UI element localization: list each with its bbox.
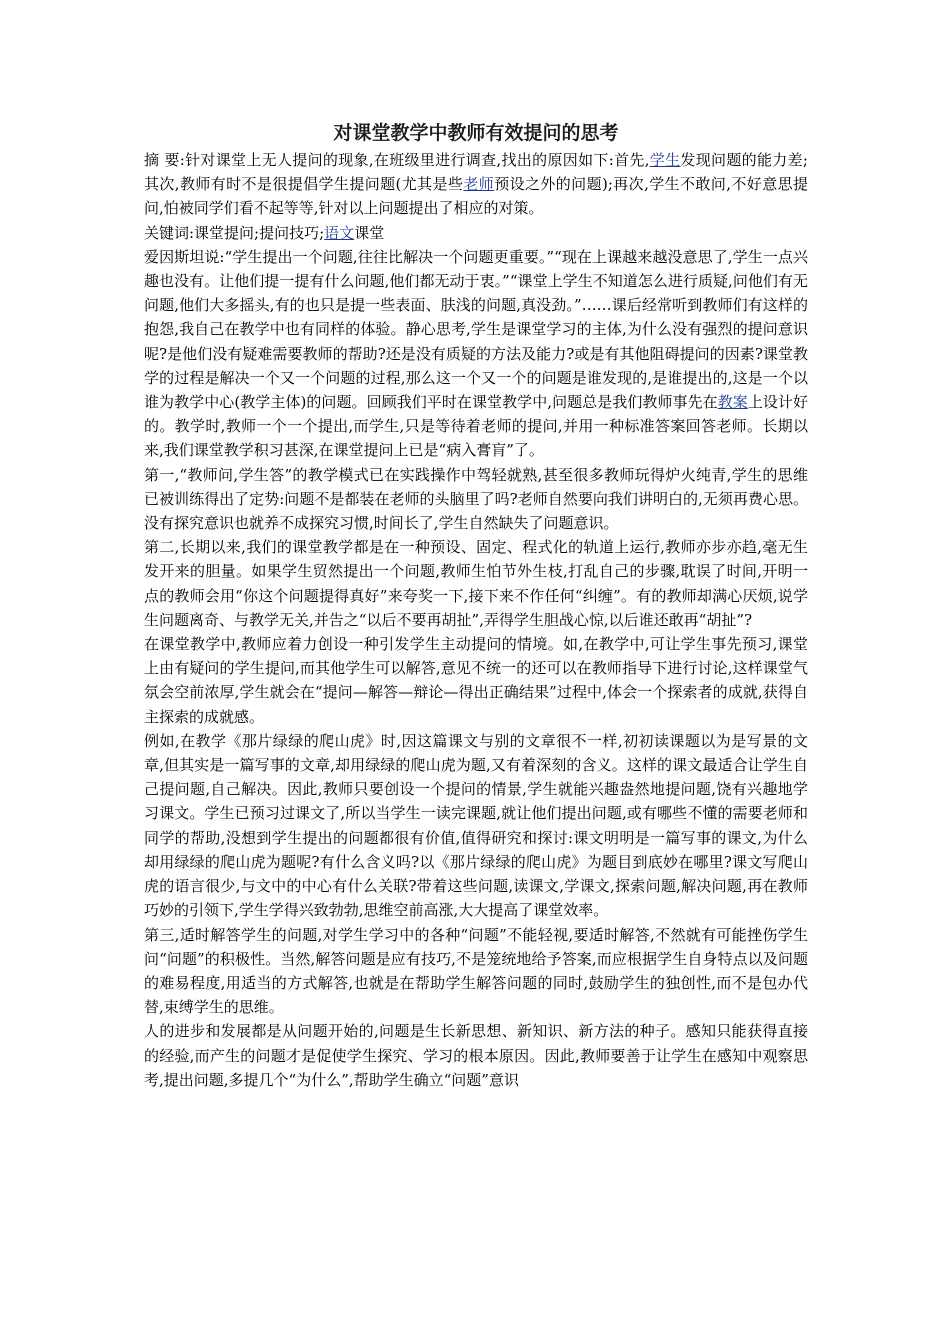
body-paragraph-4: 例如,在教学《那片绿绿的爬山虎》时,因这篇课文与别的文章很不一样,初初读课题以为是写景的文章,但其实是一篇写事的文章,却用绿绿的爬山虎为题,又有着深刻的含义。这样的课文最适合让学生自己提问题,自己解决。因此,教师只要创设一个提问的情景,学生就能兴趣盎然地提问题,饶有兴趣地学习课文。学生已预习过课文了,所以当学生一读完课题,就让他们提出问题,或有哪些不懂的需要老师和同学的帮助,没想到学生提出的问题都很有价值,值得研究和探讨:课文明明是一篇写事的课文,为什么却用绿绿的爬山虎为题呢?有什么含义吗?以《那片绿绿的爬山虎》为题目到底妙在哪里?课文写爬山虎的语言很少,与文中的中心有什么关联?带着这些问题,读课文,学课文,探索问题,解决问题,再在教师巧妙的引领下,学生学得兴致勃勃,思维空前高涨,大大提高了课堂效率。 <box>144 731 808 920</box>
body-paragraph-1: 第一,“教师问,学生答”的教学模式已在实践操作中驾轻就熟,甚至很多教师玩得炉火纯青,学生的思维已被训练得出了定势:问题不是都装在老师的头脑里了吗?老师自然要向我们讲明白的,无须再费心思。没有探究意识也就养不成探究习惯,时间长了,学生自然缺失了问题意识。 <box>144 465 808 533</box>
body-paragraph-2: 第二,长期以来,我们的课堂教学都是在一种预设、固定、程式化的轨道上运行,教师亦步亦趋,毫无生发开来的胆量。如果学生贸然提出一个问题,教师生怕节外生枝,打乱自己的步骤,耽误了时间,开明一点的教师会用“你这个问题提得真好”来夸奖一下,接下来不作任何“纠缠”。有的教师却满心厌烦,说学生问题离奇、与教学无关,并告之“以后不要再胡扯”,弄得学生胆战心惊,以后谁还敢再“胡扯”? <box>144 538 808 629</box>
abstract-text-1: 摘 要:针对课堂上无人提问的现象,在班级里进行调查,找出的原因如下:首先, <box>144 151 650 169</box>
abstract-text-2: 发现问题的能力差;其次,教师有时不是很提倡学生提问题(尤其是些 <box>144 151 808 194</box>
document-page <box>144 118 808 1092</box>
intro-text-1: 爱因斯坦说:“学生提出一个问题,往往比解决一个问题更重要。”“现在上课越来越没意思了,学生一点兴趣也没有。让他们提一提有什么问题,他们都无动于衷。”“课堂上学生不知道怎么进行质疑,问他们有无问题,他们大多摇头,有的也只是提一些表面、肤浅的问题,真没劲。”……课后经常听到教师们有这样的抱怨,我自己在教学中也有同样的体验。静心思考,学生是课堂学习的主体,为什么没有强烈的提问意识呢?是他们没有疑难需要教师的帮助?还是没有质疑的方法及能力?或是有其他阻碍提问的因素?课堂教学的过程是解决一个又一个问题的过程,那么这一个又一个的问题是谁发现的,是谁提出的,这是一个以谁为教学中心(教学主体)的问题。回顾我们平时在课堂教学中,问题总是我们教师事先在 <box>144 247 808 412</box>
keywords-text-2: 课堂 <box>354 223 385 242</box>
keywords-text-1: 关键词:课堂提问;提问技巧; <box>144 223 325 242</box>
abstract-text-3: 预设之外的问题);再次,学生不敢问,不好意思提问,怕被同学们看不起等等,针对以上问题提出了相应的对策。 <box>144 175 808 218</box>
link-lesson-plan[interactable]: 教案 <box>717 393 748 412</box>
body-paragraph-3: 在课堂教学中,教师应着力创设一种引发学生主动提问的情境。如,在教学中,可让学生事先预习,课堂上由有疑问的学生提问,而其他学生可以解答,意见不统一的还可以在教师指导下进行讨论,这样课堂气氛会空前浓厚,学生就会在“提问—解答—辩论—得出正确结果”过程中,体会一个探索者的成就,获得自主探索的成就感。 <box>144 635 808 726</box>
body-paragraph-6: 人的进步和发展都是从问题开始的,问题是生长新思想、新知识、新方法的种子。感知只能获得直接的经验,而产生的问题才是促使学生探究、学习的根本原因。因此,教师要善于让学生在感知中观察思考,提出问题,多提几个“为什么”,帮助学生确立“问题”意识 <box>144 1022 808 1089</box>
intro-text-2: 上设计好的。教学时,教师一个一个提出,而学生,只是等待着老师的提问,并用一种标准答案回答老师。长期以来,我们课堂教学积习甚深,在课堂提问上已是“病入膏肓”了。 <box>144 393 808 460</box>
keywords-paragraph <box>144 221 808 245</box>
intro-paragraph <box>144 245 808 463</box>
link-chinese[interactable]: 语文 <box>324 223 355 242</box>
link-student[interactable]: 学生 <box>649 151 681 169</box>
body-paragraph-5: 第三,适时解答学生的问题,对学生学习中的各种“问题”不能轻视,要适时解答,不然就有可能挫伤学生问“问题”的积极性。当然,解答问题是应有技巧,不是笼统地给予答案,而应根据学生自身特点以及问题的难易程度,用适当的方式解答,也就是在帮助学生解答问题的同时,鼓励学生的独创性,而不是包办代替,束缚学生的思维。 <box>144 925 808 1017</box>
document-title: 对课堂教学中教师有效提问的思考 <box>333 122 619 144</box>
link-teacher[interactable]: 老师 <box>463 175 495 194</box>
abstract-paragraph <box>144 148 808 221</box>
